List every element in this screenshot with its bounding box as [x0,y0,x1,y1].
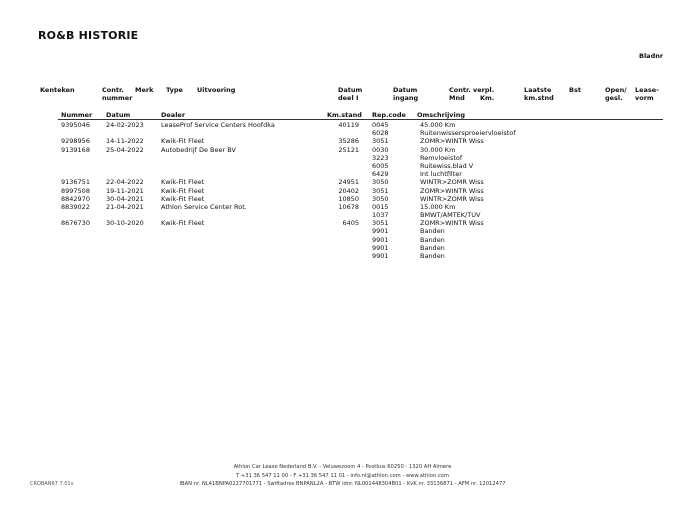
cell-nummer: 8839022 [61,202,90,211]
header-datum-ingang-line2: ingang [393,94,419,102]
cell-repcode: 3051 [372,186,389,195]
header-lease-line1: Lease- [635,86,659,94]
header-bst: Bst [569,86,581,94]
cell-omschrijving: 45.000 Km [420,121,456,129]
header-open-line1: Open/ [605,86,627,94]
cell-repcode: 9901 [372,243,389,252]
header-km: Km. [480,94,495,102]
cell-repcode: 1037 [372,211,389,220]
cell-omschrijving: ZOMR>WINTR Wiss [420,219,484,228]
cell-datum: 24-02-2023 [106,121,144,129]
cell-repcode: 3223 [372,153,389,162]
cell-nummer: 9298956 [61,137,90,146]
table-row [0,211,685,219]
table-row [0,236,685,244]
cell-dealer: Kwik-Fit Fleet [161,137,205,146]
cell-omschrijving: WINTR>ZOMR Wiss [420,178,484,187]
header-contr-verpl: Contr. verpl. [449,86,495,94]
cell-kmstand: 35286 [338,137,359,146]
cell-repcode: 3050 [372,194,389,203]
header-contr [102,86,132,102]
history-table [0,121,685,260]
cell-datum: 30-04-2021 [106,194,144,203]
cell-repcode: 9901 [372,252,389,260]
header-open [605,86,627,102]
cell-datum: 25-04-2022 [106,145,144,154]
cell-nummer: 9139168 [61,145,90,154]
cell-repcode: 3051 [372,219,389,228]
header-datum-deel-line1: Datum [338,86,363,94]
header-datum-deel [338,86,362,102]
page-number-label: Bladnr [639,52,664,60]
footer-registration: IBAN nr. NL41BNPA0227701771 - Swiftadres BNPANL2A - BTW idnr. NL001448304B01 - KvK nr. 33136871 - AFM nr. 12012477 [179,481,506,487]
header-divider [58,119,663,120]
cell-omschrijving: Ruitenwissersproeiervloeistof [420,129,516,138]
cell-datum: 21-04-2021 [106,202,144,211]
cell-repcode: 0015 [372,202,389,211]
cell-omschrijving: Banden [420,243,445,252]
cell-nummer: 8842970 [61,194,90,203]
subheader-omschrijving: Omschrijving [417,111,466,119]
header-contr-line1: Contr. [102,86,124,94]
table-row [0,244,685,252]
table-row [0,154,685,162]
header-lease-line2: vorm [635,94,654,102]
cell-repcode: 0045 [372,121,389,129]
cell-repcode: 6429 [372,170,389,179]
table-row [0,162,685,170]
table-row [0,121,685,129]
header-laatste-line2: km.stnd [524,94,554,102]
cell-repcode: 6028 [372,129,389,138]
cell-kmstand: 10850 [338,194,359,203]
cell-repcode: 6005 [372,161,389,170]
table-row [0,170,685,178]
header-type: Type [166,86,183,94]
header-mnd: Mnd [449,94,465,102]
header-datum-ingang-line1: Datum [393,86,418,94]
table-row [0,187,685,195]
cell-nummer: 9136751 [61,178,90,187]
header-datum-deel-line2: deel I [338,94,359,102]
header-datum-ingang [393,86,418,102]
header-kenteken: Kenteken [40,86,75,94]
table-row [0,178,685,186]
cell-dealer: Autobedrijf De Beer BV [161,145,236,154]
cell-kmstand: 6405 [342,219,359,228]
header-laatste-line1: Laatste [524,86,552,94]
cell-dealer: Kwik-Fit Fleet [161,194,205,203]
cell-omschrijving: 15.000 Km [420,202,456,211]
cell-omschrijving: Banden [420,252,445,260]
cell-dealer: Athlon Service Center Rot. [161,202,247,211]
table-row [0,195,685,203]
subheader-nummer: Nummer [61,111,93,119]
footer-contact: T +31 36 547 11 00 - F +31 36 547 11 01 - info.nl@athlon.com - www.athlon.com [236,473,449,479]
cell-kmstand: 25121 [338,145,359,154]
table-row [0,137,685,145]
cell-kmstand: 40119 [338,121,359,129]
header-contr-line2: nummer [102,94,133,102]
cell-omschrijving: 30.000 Km [420,145,456,154]
page-title: RO&B HISTORIE [38,29,139,42]
table-row [0,252,685,260]
cell-repcode: 9901 [372,235,389,244]
cell-omschrijving: ZOMR>WINTR Wiss [420,137,484,146]
version-label: CROBAN67 7.01v [30,481,74,487]
cell-kmstand: 10678 [338,202,359,211]
table-row [0,227,685,235]
cell-omschrijving: Banden [420,227,445,236]
cell-nummer: 8997508 [61,186,90,195]
subheader-datum: Datum [106,111,131,119]
cell-dealer: LeaseProf Service Centers Hoofdka [161,121,275,129]
cell-repcode: 9901 [372,227,389,236]
header-uitvoering: Uitvoering [197,86,236,94]
table-row [0,219,685,227]
table-row [0,146,685,154]
cell-omschrijving: Int luchtfilter [420,170,462,179]
subheader-dealer: Dealer [161,111,186,119]
table-row [0,203,685,211]
cell-datum: 19-11-2021 [106,186,144,195]
cell-datum: 30-10-2020 [106,219,144,228]
cell-dealer: Kwik-Fit Fleet [161,178,205,187]
cell-datum: 22-04-2022 [106,178,144,187]
cell-kmstand: 24951 [338,178,359,187]
cell-repcode: 3050 [372,178,389,187]
cell-nummer: 8676730 [61,219,90,228]
header-laatste [524,86,554,102]
cell-repcode: 0030 [372,145,389,154]
footer-address: Athlon Car Lease Nederland B.V. - Veluwezoom 4 - Postbus 60250 - 1320 AH Almere [233,464,452,470]
cell-kmstand: 20402 [338,186,359,195]
subheader-repcode: Rep.code [372,111,406,119]
table-row [0,129,685,137]
subheader-kmstand: Km.stand [327,111,362,119]
cell-omschrijving: WINTR>ZOMR Wiss [420,194,484,203]
cell-omschrijving: Ruitewiss.blad V [420,161,474,170]
header-open-line2: gesl. [605,94,623,102]
cell-omschrijving: ZOMR>WINTR Wiss [420,186,484,195]
cell-omschrijving: Remvloeistof [420,153,463,162]
cell-omschrijving: Banden [420,235,445,244]
cell-dealer: Kwik-Fit Fleet [161,186,205,195]
cell-nummer: 9395046 [61,121,90,129]
cell-repcode: 3051 [372,137,389,146]
cell-omschrijving: BMWT/AMTEK/TUV [420,211,481,220]
header-lease [635,86,659,102]
cell-dealer: Kwik-Fit Fleet [161,219,205,228]
header-merk: Merk [135,86,154,94]
cell-datum: 14-11-2022 [106,137,144,146]
